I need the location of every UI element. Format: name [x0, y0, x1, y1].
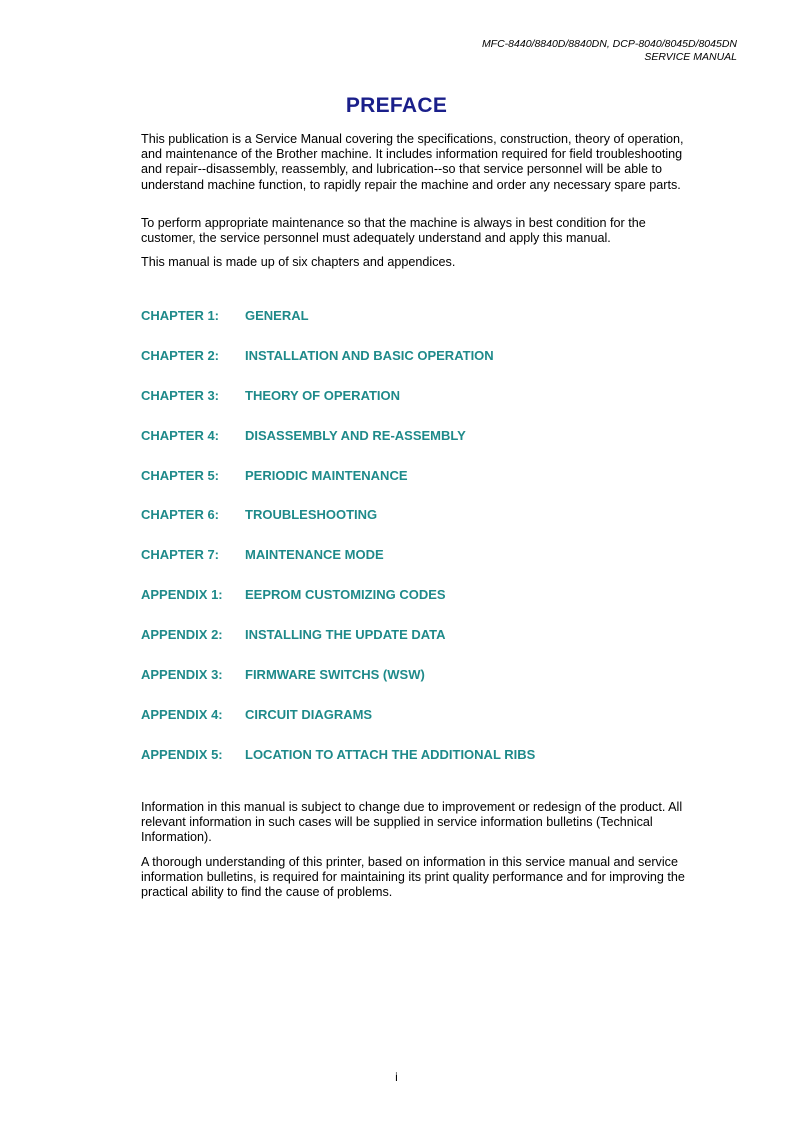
page-title: PREFACE [345, 94, 448, 117]
toc-entry[interactable] [141, 308, 701, 348]
toc-entry[interactable] [141, 507, 701, 547]
toc-entry-number: CHAPTER 4: [141, 427, 220, 443]
toc-entry[interactable] [141, 747, 701, 787]
intro-paragraph-2: To perform appropriate maintenance so that the machine is always in best condition for the customer, the service personnel must adequately understand and apply this manual. [141, 216, 646, 246]
toc-entry[interactable] [141, 348, 701, 388]
closing-paragraph-2: A thorough understanding of this printer, based on information in this service manual and service information bulletins, is required for maintaining its print quality performance and for improving the practical ability to find the cause of problems. [141, 855, 685, 900]
toc-entry[interactable] [141, 667, 701, 707]
toc-entry-number: CHAPTER 3: [141, 387, 220, 403]
toc-entry[interactable] [141, 627, 701, 667]
page-number: i [395, 1070, 398, 1084]
toc-entry-title: THEORY OF OPERATION [245, 387, 401, 403]
toc-entry-title: INSTALLING THE UPDATE DATA [245, 627, 446, 643]
toc-entry[interactable] [141, 587, 701, 627]
intro-paragraph-3: This manual is made up of six chapters and appendices. [141, 255, 456, 269]
toc-entry[interactable] [141, 468, 701, 508]
running-header [482, 38, 737, 64]
toc-entry-number: CHAPTER 5: [141, 467, 220, 483]
toc-entry[interactable] [141, 547, 701, 587]
toc-entry-title: MAINTENANCE MODE [245, 547, 384, 563]
toc-entry-number: APPENDIX 1: [141, 587, 223, 603]
toc-entry-title: INSTALLATION AND BASIC OPERATION [245, 347, 494, 363]
toc-entry-title: TROUBLESHOOTING [245, 507, 378, 523]
toc-entry-number: APPENDIX 2: [141, 627, 223, 643]
toc-entry-number: APPENDIX 4: [141, 706, 223, 722]
toc-entry-number: CHAPTER 6: [141, 507, 220, 523]
toc-entry-title: GENERAL [245, 308, 309, 323]
toc-entry-number: APPENDIX 3: [141, 667, 223, 683]
toc-entry-number: CHAPTER 1: [141, 308, 220, 323]
closing-paragraph-1: Information in this manual is subject to change due to improvement or redesign of the product. All relevant information in such cases will be supplied in service information bulletins (Technical Information). [141, 800, 683, 845]
toc-entry-number: CHAPTER 2: [141, 347, 220, 363]
toc-entry-number: APPENDIX 5: [141, 746, 223, 762]
toc-entry-title: FIRMWARE SWITCHS (WSW) [245, 667, 425, 683]
toc-entry-title: CIRCUIT DIAGRAMS [245, 706, 373, 722]
toc-entry[interactable] [141, 707, 701, 747]
intro-paragraph-1: This publication is a Service Manual covering the specifications, construction, theory of operation, and maintenance of the Brother machine. It includes information required for field troubleshooting and repair--disassembly, reassembly, and lubrication--so that service personnel will be able to understand machine function, to rapidly repair the machine and order any necessary spare parts. [141, 132, 684, 192]
toc-entry-number: CHAPTER 7: [141, 547, 220, 563]
header-models: MFC-8440/8840D/8840DN, DCP-8040/8045D/8045DN [481, 38, 737, 50]
toc-entry-title: EEPROM CUSTOMIZING CODES [245, 587, 446, 603]
toc-entry[interactable] [141, 388, 701, 428]
toc-entry-title: PERIODIC MAINTENANCE [245, 467, 408, 483]
toc-entry-title: LOCATION TO ATTACH THE ADDITIONAL RIBS [245, 746, 536, 762]
toc-entry-title: DISASSEMBLY AND RE-ASSEMBLY [245, 427, 466, 443]
toc-entry[interactable] [141, 428, 701, 468]
header-manual: SERVICE MANUAL [644, 51, 737, 63]
table-of-contents [141, 308, 701, 787]
